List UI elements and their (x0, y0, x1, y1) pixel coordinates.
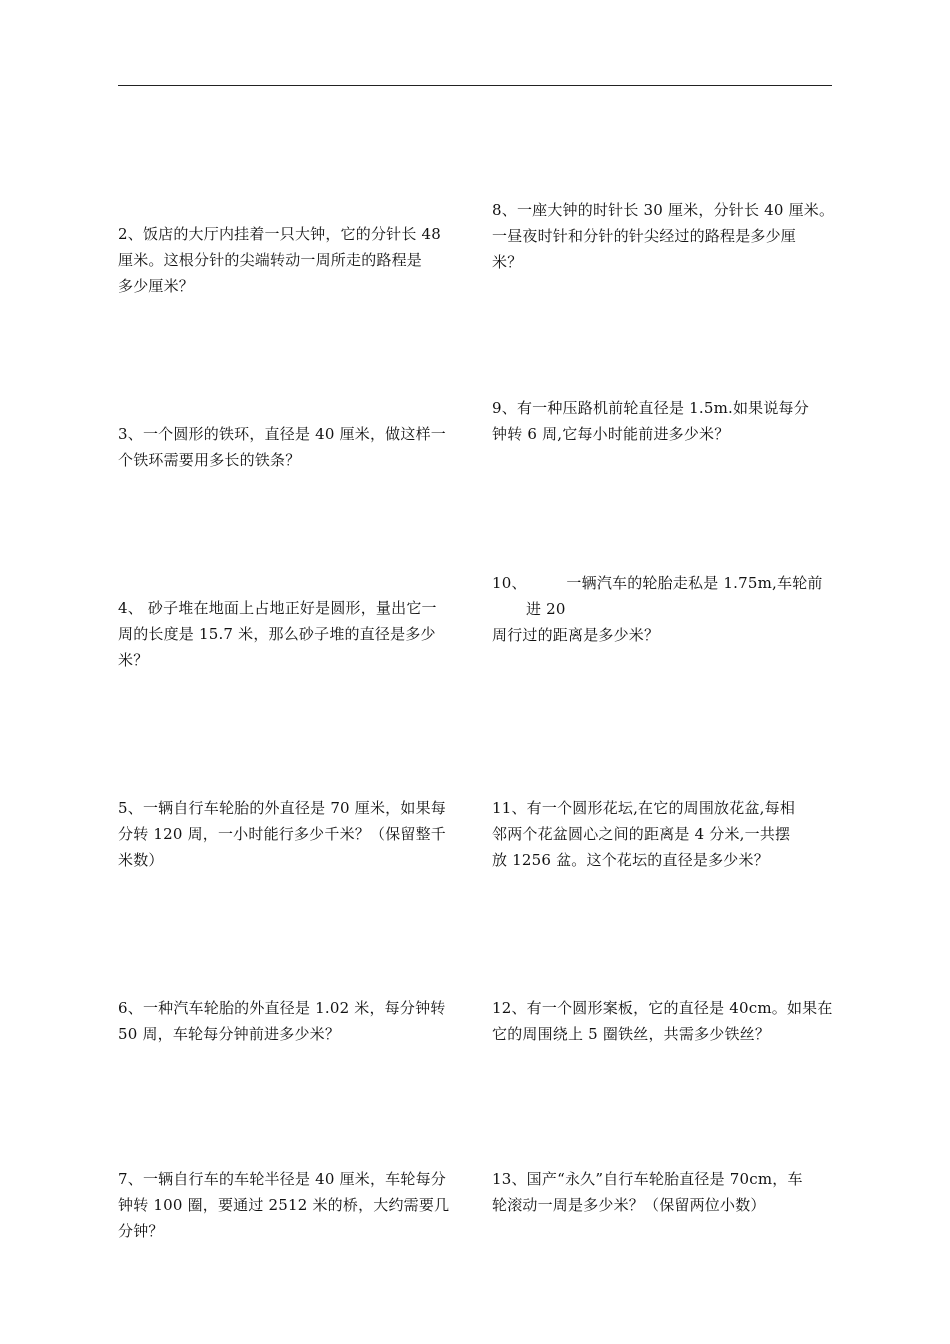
problem-5-line-3: 米数） (118, 851, 164, 869)
header-rule (118, 85, 832, 86)
problem-2-line-2: 厘米。这根分针的尖端转动一周所走的路程是 (118, 251, 423, 269)
problem-13-line-1: 13、国产“永久”自行车轮胎直径是 70cm，车 (492, 1170, 803, 1188)
problem-10 (492, 570, 836, 648)
problem-11-line-2: 邻两个花盆圆心之间的距离是 4 分米,一共摆 (492, 825, 791, 843)
problem-13-line-2: 轮滚动一周是多少米？（保留两位小数） (492, 1196, 766, 1214)
problem-5-line-2: 分转 120 周，一小时能行多少千米？（保留整千 (118, 825, 446, 843)
problem-6-line-1: 6、一种汽车轮胎的外直径是 1.02 米，每分钟转 (118, 999, 446, 1017)
problem-4-line-3: 米？ (118, 651, 149, 669)
problem-7-line-1: 7、一辆自行车的车轮半径是 40 厘米，车轮每分 (118, 1170, 446, 1188)
problem-3-line-2: 个铁环需要用多长的铁条？ (118, 451, 301, 469)
problem-8-line-2: 一昼夜时针和分针的针尖经过的路程是多少厘 (492, 227, 797, 245)
problem-8 (492, 197, 836, 275)
problem-8-line-3: 米？ (492, 253, 523, 271)
problem-10-line-1: 10、 一辆汽车的轮胎走私是 1.75m,车轮前 (492, 574, 823, 592)
problem-7 (118, 1166, 464, 1244)
problem-10-line-2: 进 20 (526, 600, 566, 618)
problem-4-line-2: 周的长度是 15.7 米，那么砂子堆的直径是多少 (118, 625, 436, 643)
problem-4 (118, 595, 464, 673)
problem-4-line-1: 4、 砂子堆在地面上占地正好是圆形，量出它一 (118, 599, 437, 617)
problem-6 (118, 995, 464, 1047)
problem-3-line-1: 3、一个圆形的铁环，直径是 40 厘米，做这样一 (118, 425, 446, 443)
problem-9 (492, 395, 836, 447)
problem-12-line-1: 12、有一个圆形案板，它的直径是 40cm。如果在 (492, 999, 833, 1017)
problem-2-line-1: 2、饭店的大厅内挂着一只大钟，它的分针长 48 (118, 225, 442, 243)
problem-7-line-3: 分钟？ (118, 1222, 164, 1240)
problem-12 (492, 995, 836, 1047)
problem-5-line-1: 5、一辆自行车轮胎的外直径是 70 厘米，如果每 (118, 799, 446, 817)
problem-9-line-2: 钟转 6 周,它每小时能前进多少米？ (492, 425, 730, 443)
problem-10-line-3: 周行过的距离是多少米？ (492, 626, 660, 644)
problem-11 (492, 795, 836, 873)
problem-7-line-2: 钟转 100 圈，要通过 2512 米的桥，大约需要几 (118, 1196, 450, 1214)
problem-11-line-1: 11、有一个圆形花坛,在它的周围放花盆,每相 (492, 799, 796, 817)
problem-2-line-3: 多少厘米？ (118, 277, 195, 295)
problem-2 (118, 221, 464, 299)
problem-3 (118, 421, 464, 473)
problem-6-line-2: 50 周，车轮每分钟前进多少米？ (118, 1025, 341, 1043)
problem-12-line-2: 它的周围绕上 5 圈铁丝，共需多少铁丝？ (492, 1025, 771, 1043)
problem-11-line-3: 放 1256 盆。这个花坛的直径是多少米？ (492, 851, 769, 869)
problem-9-line-1: 9、有一种压路机前轮直径是 1.5m.如果说每分 (492, 399, 809, 417)
problem-8-line-1: 8、一座大钟的时针长 30 厘米，分针长 40 厘米。 (492, 201, 835, 219)
problem-13 (492, 1166, 836, 1218)
problem-5 (118, 795, 464, 873)
